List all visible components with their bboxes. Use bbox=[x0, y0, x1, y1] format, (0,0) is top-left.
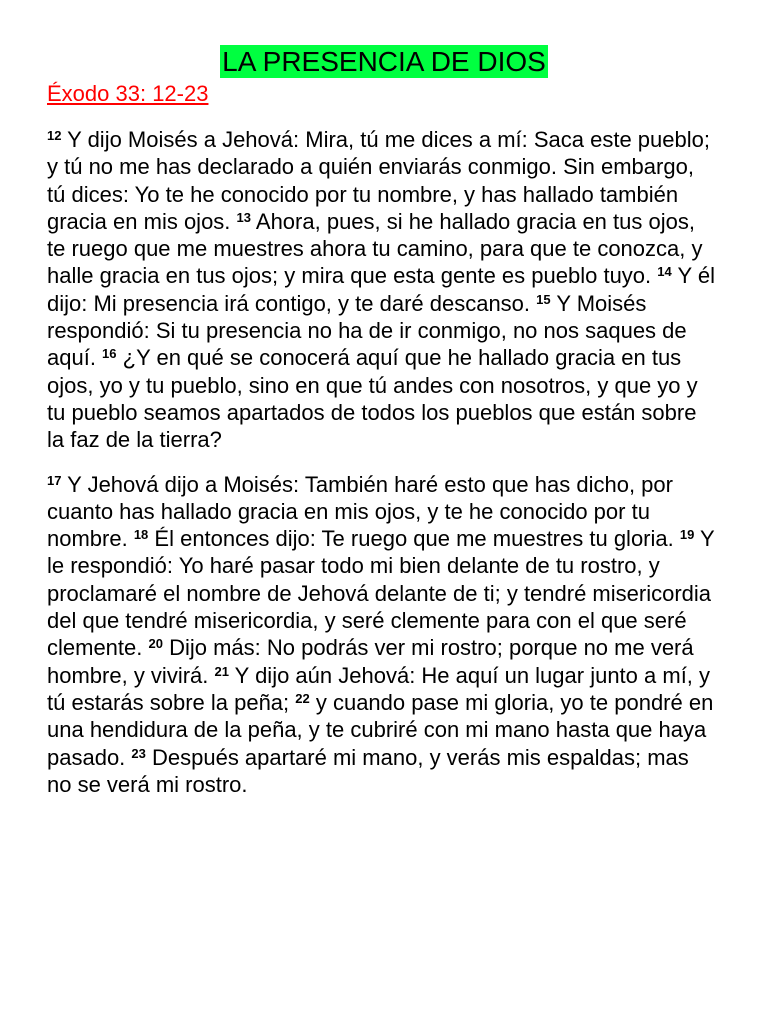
verse-number: 22 bbox=[295, 690, 310, 706]
verse-text: y cuando pase mi gloria, yo te pondré en una hendidura de la peña, y te cubriré con mi mano hasta que haya pasado. bbox=[47, 689, 714, 770]
verse-text: ¿Y en qué se conocerá aquí que he hallado gracia en tus ojos, yo y tu pueblo, sino en que tú andes con nosotros, y que yo y tu pueblo seamos apartados de todos los pueblos que están sobre la faz de la tierra? bbox=[47, 345, 698, 453]
verse-text: Y Jehová dijo a Moisés: También haré esto que has dicho, por cuanto has hallado gracia en mis ojos, y te he conocido por tu nombre. bbox=[47, 471, 673, 552]
verse-number: 21 bbox=[214, 663, 229, 679]
verse-text: Él entonces dijo: Te ruego que me muestres tu gloria. bbox=[148, 526, 680, 552]
verse-number: 13 bbox=[236, 209, 251, 225]
page-title: LA PRESENCIA DE DIOS bbox=[222, 46, 546, 77]
verse-text: Y él dijo: Mi presencia irá contigo, y te daré descanso. bbox=[47, 263, 715, 316]
verse-number: 16 bbox=[102, 346, 117, 362]
verse-number: 14 bbox=[657, 264, 672, 280]
verse-text: Y Moisés respondió: Si tu presencia no ha de ir conmigo, no nos saques de aquí. bbox=[47, 290, 687, 371]
paragraph-1 bbox=[47, 126, 717, 454]
verse-number: 15 bbox=[536, 291, 551, 307]
verse-text: Y le respondió: Yo haré pasar todo mi bien delante de tu rostro, y proclamaré el nombre de Jehová delante de ti; y tendré misericordia del que tendré misericordia, y seré clemente para con el que seré clemente. bbox=[47, 526, 715, 661]
scripture-reference: Éxodo 33: 12-23 bbox=[47, 81, 209, 106]
title-block bbox=[0, 0, 768, 78]
verse-text: Y dijo Moisés a Jehová: Mira, tú me dices a mí: Saca este pueblo; y tú no me has declarado a quién enviarás conmigo. Sin embargo, tú dices: Yo te he conocido por tu nombre, y has hallado también gracia en mis ojos. bbox=[47, 127, 710, 234]
verse-number: 23 bbox=[131, 745, 146, 761]
verse-text: Ahora, pues, si he hallado gracia en tus ojos, te ruego que me muestres ahora tu camino, para que te conozca, y halle gracia en tus ojos; y mira que esta gente es pueblo tuyo. bbox=[47, 208, 703, 289]
verse-number: 20 bbox=[148, 636, 163, 652]
verse-text: Después apartaré mi mano, y verás mis espaldas; mas no se verá mi rostro. bbox=[47, 744, 689, 797]
verse-number: 17 bbox=[47, 472, 62, 488]
paragraph-2 bbox=[47, 471, 717, 799]
verse-number: 19 bbox=[679, 527, 695, 543]
verse-number: 12 bbox=[47, 128, 62, 143]
verse-text: Y dijo aún Jehová: He aquí un lugar junto a mí, y tú estarás sobre la peña; bbox=[47, 662, 711, 715]
verse-number: 18 bbox=[133, 527, 149, 543]
verse-text: Dijo más: No podrás ver mi rostro; porque no me verá hombre, y vivirá. bbox=[47, 635, 694, 688]
